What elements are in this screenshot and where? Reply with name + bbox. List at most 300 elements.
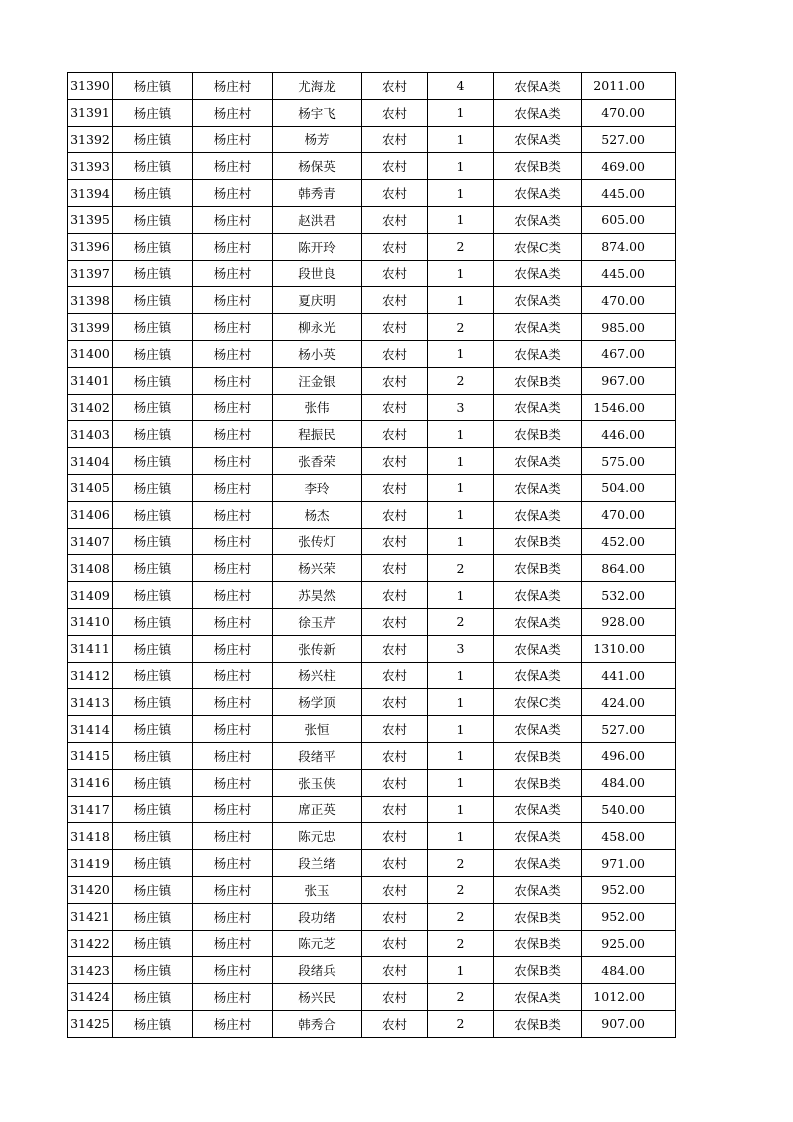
name-cell: 张恒 [273, 716, 362, 743]
record-id-cell: 31396 [68, 233, 113, 260]
household-count-cell: 1 [428, 662, 494, 689]
record-id-cell: 31416 [68, 769, 113, 796]
household-count-cell: 2 [428, 1010, 494, 1037]
town-cell: 杨庄镇 [113, 689, 193, 716]
town-cell: 杨庄镇 [113, 314, 193, 341]
table-row [68, 206, 676, 233]
amount-cell: 441.00 [582, 662, 676, 689]
category-cell: 农保A类 [494, 448, 582, 475]
record-id-cell: 31408 [68, 555, 113, 582]
village-cell: 杨庄村 [193, 930, 273, 957]
name-cell: 段绪兵 [273, 957, 362, 984]
category-cell: 农保A类 [494, 99, 582, 126]
name-cell: 段功绪 [273, 903, 362, 930]
area-type-cell: 农村 [362, 716, 428, 743]
village-cell: 杨庄村 [193, 314, 273, 341]
name-cell: 汪金银 [273, 367, 362, 394]
table-row [68, 73, 676, 100]
name-cell: 杨兴柱 [273, 662, 362, 689]
area-type-cell: 农村 [362, 126, 428, 153]
record-id-cell: 31409 [68, 582, 113, 609]
village-cell: 杨庄村 [193, 206, 273, 233]
amount-cell: 469.00 [582, 153, 676, 180]
household-count-cell: 1 [428, 260, 494, 287]
area-type-cell: 农村 [362, 314, 428, 341]
village-cell: 杨庄村 [193, 742, 273, 769]
record-id-cell: 31411 [68, 635, 113, 662]
town-cell: 杨庄镇 [113, 153, 193, 180]
name-cell: 席正英 [273, 796, 362, 823]
name-cell: 张传灯 [273, 528, 362, 555]
category-cell: 农保A类 [494, 796, 582, 823]
table-row [68, 528, 676, 555]
name-cell: 陈元芝 [273, 930, 362, 957]
town-cell: 杨庄镇 [113, 635, 193, 662]
area-type-cell: 农村 [362, 662, 428, 689]
table-row [68, 689, 676, 716]
amount-cell: 928.00 [582, 608, 676, 635]
village-cell: 杨庄村 [193, 153, 273, 180]
household-count-cell: 1 [428, 689, 494, 716]
village-cell: 杨庄村 [193, 903, 273, 930]
area-type-cell: 农村 [362, 153, 428, 180]
household-count-cell: 2 [428, 930, 494, 957]
town-cell: 杨庄镇 [113, 394, 193, 421]
record-id-cell: 31417 [68, 796, 113, 823]
name-cell: 程振民 [273, 421, 362, 448]
area-type-cell: 农村 [362, 180, 428, 207]
category-cell: 农保A类 [494, 876, 582, 903]
table-row [68, 957, 676, 984]
village-cell: 杨庄村 [193, 796, 273, 823]
name-cell: 徐玉芹 [273, 608, 362, 635]
household-count-cell: 2 [428, 233, 494, 260]
village-cell: 杨庄村 [193, 99, 273, 126]
record-id-cell: 31406 [68, 501, 113, 528]
area-type-cell: 农村 [362, 903, 428, 930]
name-cell: 尤海龙 [273, 73, 362, 100]
table-row [68, 984, 676, 1011]
town-cell: 杨庄镇 [113, 474, 193, 501]
area-type-cell: 农村 [362, 608, 428, 635]
table-row [68, 180, 676, 207]
category-cell: 农保A类 [494, 823, 582, 850]
amount-cell: 925.00 [582, 930, 676, 957]
name-cell: 段世良 [273, 260, 362, 287]
area-type-cell: 农村 [362, 876, 428, 903]
town-cell: 杨庄镇 [113, 716, 193, 743]
name-cell: 张玉 [273, 876, 362, 903]
category-cell: 农保B类 [494, 742, 582, 769]
amount-cell: 952.00 [582, 876, 676, 903]
household-count-cell: 2 [428, 876, 494, 903]
category-cell: 农保B类 [494, 769, 582, 796]
record-id-cell: 31397 [68, 260, 113, 287]
area-type-cell: 农村 [362, 367, 428, 394]
name-cell: 张传新 [273, 635, 362, 662]
name-cell: 杨杰 [273, 501, 362, 528]
area-type-cell: 农村 [362, 850, 428, 877]
village-cell: 杨庄村 [193, 608, 273, 635]
town-cell: 杨庄镇 [113, 528, 193, 555]
table-row [68, 501, 676, 528]
table-row [68, 582, 676, 609]
name-cell: 段绪平 [273, 742, 362, 769]
table-row [68, 474, 676, 501]
household-count-cell: 1 [428, 180, 494, 207]
category-cell: 农保A类 [494, 716, 582, 743]
area-type-cell: 农村 [362, 528, 428, 555]
record-id-cell: 31404 [68, 448, 113, 475]
name-cell: 陈开玲 [273, 233, 362, 260]
area-type-cell: 农村 [362, 206, 428, 233]
town-cell: 杨庄镇 [113, 823, 193, 850]
category-cell: 农保A类 [494, 206, 582, 233]
village-cell: 杨庄村 [193, 287, 273, 314]
town-cell: 杨庄镇 [113, 608, 193, 635]
name-cell: 韩秀青 [273, 180, 362, 207]
record-id-cell: 31423 [68, 957, 113, 984]
table-row [68, 903, 676, 930]
category-cell: 农保B类 [494, 957, 582, 984]
table-row [68, 340, 676, 367]
name-cell: 杨宇飞 [273, 99, 362, 126]
area-type-cell: 农村 [362, 984, 428, 1011]
amount-cell: 527.00 [582, 716, 676, 743]
name-cell: 杨保英 [273, 153, 362, 180]
category-cell: 农保B类 [494, 367, 582, 394]
village-cell: 杨庄村 [193, 367, 273, 394]
area-type-cell: 农村 [362, 1010, 428, 1037]
category-cell: 农保B类 [494, 421, 582, 448]
category-cell: 农保B类 [494, 903, 582, 930]
category-cell: 农保B类 [494, 528, 582, 555]
town-cell: 杨庄镇 [113, 421, 193, 448]
table-row [68, 716, 676, 743]
table-row [68, 850, 676, 877]
name-cell: 夏庆明 [273, 287, 362, 314]
table-row [68, 394, 676, 421]
amount-cell: 452.00 [582, 528, 676, 555]
area-type-cell: 农村 [362, 823, 428, 850]
amount-cell: 1310.00 [582, 635, 676, 662]
amount-cell: 484.00 [582, 769, 676, 796]
area-type-cell: 农村 [362, 796, 428, 823]
household-count-cell: 4 [428, 73, 494, 100]
record-id-cell: 31400 [68, 340, 113, 367]
town-cell: 杨庄镇 [113, 260, 193, 287]
household-count-cell: 2 [428, 903, 494, 930]
household-count-cell: 1 [428, 287, 494, 314]
area-type-cell: 农村 [362, 394, 428, 421]
table-row [68, 742, 676, 769]
category-cell: 农保A类 [494, 394, 582, 421]
amount-cell: 470.00 [582, 501, 676, 528]
village-cell: 杨庄村 [193, 582, 273, 609]
village-cell: 杨庄村 [193, 501, 273, 528]
village-cell: 杨庄村 [193, 394, 273, 421]
table-row [68, 555, 676, 582]
village-cell: 杨庄村 [193, 1010, 273, 1037]
village-cell: 杨庄村 [193, 984, 273, 1011]
category-cell: 农保B类 [494, 555, 582, 582]
category-cell: 农保A类 [494, 260, 582, 287]
area-type-cell: 农村 [362, 340, 428, 367]
category-cell: 农保B类 [494, 930, 582, 957]
household-count-cell: 1 [428, 153, 494, 180]
amount-cell: 470.00 [582, 99, 676, 126]
area-type-cell: 农村 [362, 501, 428, 528]
record-id-cell: 31405 [68, 474, 113, 501]
amount-cell: 605.00 [582, 206, 676, 233]
amount-cell: 484.00 [582, 957, 676, 984]
area-type-cell: 农村 [362, 421, 428, 448]
household-count-cell: 1 [428, 582, 494, 609]
category-cell: 农保A类 [494, 608, 582, 635]
village-cell: 杨庄村 [193, 555, 273, 582]
category-cell: 农保A类 [494, 340, 582, 367]
town-cell: 杨庄镇 [113, 957, 193, 984]
village-cell: 杨庄村 [193, 823, 273, 850]
record-id-cell: 31407 [68, 528, 113, 555]
category-cell: 农保B类 [494, 1010, 582, 1037]
name-cell: 张玉侠 [273, 769, 362, 796]
area-type-cell: 农村 [362, 448, 428, 475]
village-cell: 杨庄村 [193, 126, 273, 153]
record-id-cell: 31402 [68, 394, 113, 421]
town-cell: 杨庄镇 [113, 206, 193, 233]
records-table [67, 72, 676, 1038]
town-cell: 杨庄镇 [113, 769, 193, 796]
amount-cell: 971.00 [582, 850, 676, 877]
record-id-cell: 31421 [68, 903, 113, 930]
record-id-cell: 31395 [68, 206, 113, 233]
amount-cell: 445.00 [582, 180, 676, 207]
category-cell: 农保A类 [494, 180, 582, 207]
town-cell: 杨庄镇 [113, 930, 193, 957]
household-count-cell: 1 [428, 742, 494, 769]
town-cell: 杨庄镇 [113, 582, 193, 609]
town-cell: 杨庄镇 [113, 662, 193, 689]
name-cell: 韩秀合 [273, 1010, 362, 1037]
record-id-cell: 31393 [68, 153, 113, 180]
table-row [68, 153, 676, 180]
name-cell: 李玲 [273, 474, 362, 501]
amount-cell: 446.00 [582, 421, 676, 448]
amount-cell: 527.00 [582, 126, 676, 153]
record-id-cell: 31420 [68, 876, 113, 903]
category-cell: 农保A类 [494, 126, 582, 153]
town-cell: 杨庄镇 [113, 850, 193, 877]
record-id-cell: 31392 [68, 126, 113, 153]
name-cell: 杨小英 [273, 340, 362, 367]
category-cell: 农保A类 [494, 314, 582, 341]
town-cell: 杨庄镇 [113, 796, 193, 823]
area-type-cell: 农村 [362, 474, 428, 501]
category-cell: 农保A类 [494, 850, 582, 877]
village-cell: 杨庄村 [193, 260, 273, 287]
area-type-cell: 农村 [362, 742, 428, 769]
category-cell: 农保A类 [494, 582, 582, 609]
record-id-cell: 31425 [68, 1010, 113, 1037]
name-cell: 柳永光 [273, 314, 362, 341]
village-cell: 杨庄村 [193, 957, 273, 984]
area-type-cell: 农村 [362, 73, 428, 100]
table-row [68, 260, 676, 287]
record-id-cell: 31401 [68, 367, 113, 394]
household-count-cell: 1 [428, 448, 494, 475]
area-type-cell: 农村 [362, 555, 428, 582]
table-row [68, 823, 676, 850]
area-type-cell: 农村 [362, 930, 428, 957]
record-id-cell: 31413 [68, 689, 113, 716]
village-cell: 杨庄村 [193, 233, 273, 260]
record-id-cell: 31412 [68, 662, 113, 689]
household-count-cell: 1 [428, 796, 494, 823]
village-cell: 杨庄村 [193, 528, 273, 555]
record-id-cell: 31403 [68, 421, 113, 448]
category-cell: 农保A类 [494, 662, 582, 689]
table-row [68, 796, 676, 823]
record-id-cell: 31422 [68, 930, 113, 957]
household-count-cell: 1 [428, 769, 494, 796]
village-cell: 杨庄村 [193, 421, 273, 448]
name-cell: 陈元忠 [273, 823, 362, 850]
table-row [68, 930, 676, 957]
amount-cell: 874.00 [582, 233, 676, 260]
record-id-cell: 31415 [68, 742, 113, 769]
record-id-cell: 31394 [68, 180, 113, 207]
amount-cell: 1546.00 [582, 394, 676, 421]
name-cell: 张伟 [273, 394, 362, 421]
amount-cell: 540.00 [582, 796, 676, 823]
village-cell: 杨庄村 [193, 716, 273, 743]
name-cell: 苏昊然 [273, 582, 362, 609]
village-cell: 杨庄村 [193, 876, 273, 903]
amount-cell: 445.00 [582, 260, 676, 287]
household-count-cell: 2 [428, 608, 494, 635]
table-row [68, 233, 676, 260]
category-cell: 农保A类 [494, 984, 582, 1011]
table-row [68, 769, 676, 796]
record-id-cell: 31419 [68, 850, 113, 877]
category-cell: 农保A类 [494, 73, 582, 100]
household-count-cell: 2 [428, 984, 494, 1011]
area-type-cell: 农村 [362, 99, 428, 126]
town-cell: 杨庄镇 [113, 180, 193, 207]
table-row [68, 126, 676, 153]
record-id-cell: 31424 [68, 984, 113, 1011]
category-cell: 农保A类 [494, 635, 582, 662]
table-row [68, 421, 676, 448]
amount-cell: 424.00 [582, 689, 676, 716]
amount-cell: 952.00 [582, 903, 676, 930]
household-count-cell: 2 [428, 314, 494, 341]
town-cell: 杨庄镇 [113, 555, 193, 582]
household-count-cell: 3 [428, 635, 494, 662]
village-cell: 杨庄村 [193, 850, 273, 877]
town-cell: 杨庄镇 [113, 903, 193, 930]
table-row [68, 635, 676, 662]
household-count-cell: 1 [428, 823, 494, 850]
category-cell: 农保B类 [494, 153, 582, 180]
table-row [68, 314, 676, 341]
amount-cell: 864.00 [582, 555, 676, 582]
record-id-cell: 31414 [68, 716, 113, 743]
town-cell: 杨庄镇 [113, 876, 193, 903]
category-cell: 农保A类 [494, 287, 582, 314]
town-cell: 杨庄镇 [113, 984, 193, 1011]
household-count-cell: 1 [428, 99, 494, 126]
household-count-cell: 1 [428, 421, 494, 448]
household-count-cell: 2 [428, 367, 494, 394]
village-cell: 杨庄村 [193, 635, 273, 662]
household-count-cell: 1 [428, 528, 494, 555]
name-cell: 杨学顶 [273, 689, 362, 716]
village-cell: 杨庄村 [193, 180, 273, 207]
household-count-cell: 1 [428, 126, 494, 153]
record-id-cell: 31418 [68, 823, 113, 850]
amount-cell: 575.00 [582, 448, 676, 475]
name-cell: 张香荣 [273, 448, 362, 475]
amount-cell: 496.00 [582, 742, 676, 769]
table-row [68, 448, 676, 475]
record-id-cell: 31391 [68, 99, 113, 126]
household-count-cell: 1 [428, 501, 494, 528]
amount-cell: 458.00 [582, 823, 676, 850]
household-count-cell: 1 [428, 340, 494, 367]
amount-cell: 504.00 [582, 474, 676, 501]
table-row [68, 1010, 676, 1037]
village-cell: 杨庄村 [193, 340, 273, 367]
record-id-cell: 31410 [68, 608, 113, 635]
table-row [68, 287, 676, 314]
category-cell: 农保C类 [494, 689, 582, 716]
table-row [68, 662, 676, 689]
table-row [68, 367, 676, 394]
household-count-cell: 2 [428, 850, 494, 877]
town-cell: 杨庄镇 [113, 126, 193, 153]
area-type-cell: 农村 [362, 582, 428, 609]
town-cell: 杨庄镇 [113, 367, 193, 394]
record-id-cell: 31398 [68, 287, 113, 314]
town-cell: 杨庄镇 [113, 501, 193, 528]
town-cell: 杨庄镇 [113, 1010, 193, 1037]
household-count-cell: 1 [428, 716, 494, 743]
amount-cell: 1012.00 [582, 984, 676, 1011]
name-cell: 杨芳 [273, 126, 362, 153]
area-type-cell: 农村 [362, 260, 428, 287]
amount-cell: 967.00 [582, 367, 676, 394]
table-body [68, 73, 676, 1038]
amount-cell: 985.00 [582, 314, 676, 341]
area-type-cell: 农村 [362, 957, 428, 984]
town-cell: 杨庄镇 [113, 99, 193, 126]
town-cell: 杨庄镇 [113, 233, 193, 260]
name-cell: 杨兴民 [273, 984, 362, 1011]
record-id-cell: 31390 [68, 73, 113, 100]
amount-cell: 470.00 [582, 287, 676, 314]
village-cell: 杨庄村 [193, 662, 273, 689]
category-cell: 农保A类 [494, 474, 582, 501]
town-cell: 杨庄镇 [113, 340, 193, 367]
town-cell: 杨庄镇 [113, 287, 193, 314]
amount-cell: 532.00 [582, 582, 676, 609]
area-type-cell: 农村 [362, 689, 428, 716]
household-count-cell: 3 [428, 394, 494, 421]
amount-cell: 907.00 [582, 1010, 676, 1037]
amount-cell: 2011.00 [582, 73, 676, 100]
